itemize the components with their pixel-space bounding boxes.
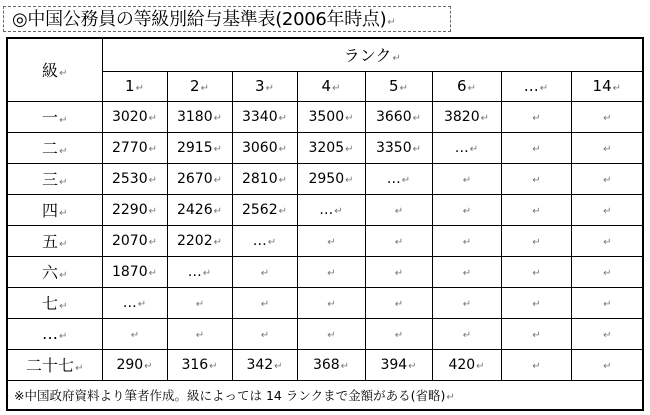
salary-cell: 2950↵ — [297, 163, 365, 194]
table-row — [7, 349, 643, 380]
document-title: ◎中国公務員の等級別給与基準表(2006年時点)↵ — [12, 9, 396, 30]
table-row — [7, 101, 643, 132]
table-row — [7, 163, 643, 194]
salary-cell: ↵ — [501, 287, 571, 318]
salary-cell: ↵ — [432, 194, 501, 225]
table-row — [7, 256, 643, 287]
salary-cell: ↵ — [501, 194, 571, 225]
salary-cell: ↵ — [571, 287, 643, 318]
salary-cell: 2070↵ — [102, 225, 167, 256]
salary-cell: 3500↵ — [297, 101, 365, 132]
salary-cell: …↵ — [167, 256, 232, 287]
salary-cell: …↵ — [232, 225, 297, 256]
salary-cell: ↵ — [571, 318, 643, 349]
salary-cell: 2670↵ — [167, 163, 232, 194]
salary-cell: ↵ — [432, 225, 501, 256]
salary-cell: 316↵ — [167, 349, 232, 380]
salary-cell: ↵ — [167, 287, 232, 318]
table-row — [7, 225, 643, 256]
salary-cell: 290↵ — [102, 349, 167, 380]
salary-cell: 1870↵ — [102, 256, 167, 287]
salary-cell: 368↵ — [297, 349, 365, 380]
level-cell: 二↵ — [7, 132, 102, 163]
level-cell: 二十七↵ — [7, 349, 102, 380]
level-cell: 七↵ — [7, 287, 102, 318]
level-cell: …↵ — [7, 318, 102, 349]
salary-cell: ↵ — [232, 318, 297, 349]
salary-cell: ↵ — [365, 287, 432, 318]
salary-cell: …↵ — [102, 287, 167, 318]
salary-cell: ↵ — [571, 101, 643, 132]
salary-cell: ↵ — [571, 225, 643, 256]
rank-header-cell: 2↵ — [167, 71, 232, 101]
salary-cell: ↵ — [571, 163, 643, 194]
rank-number-row — [7, 71, 643, 101]
salary-cell: 342↵ — [232, 349, 297, 380]
salary-table — [6, 37, 644, 411]
salary-cell: ↵ — [297, 256, 365, 287]
salary-cell: 420↵ — [432, 349, 501, 380]
salary-cell: 3180↵ — [167, 101, 232, 132]
rank-header-cell: 5↵ — [365, 71, 432, 101]
salary-cell: 2915↵ — [167, 132, 232, 163]
table-row — [7, 287, 643, 318]
salary-cell: 2202↵ — [167, 225, 232, 256]
salary-cell: 2290↵ — [102, 194, 167, 225]
salary-cell: 3820↵ — [432, 101, 501, 132]
salary-cell: ↵ — [501, 101, 571, 132]
table-row — [7, 318, 643, 349]
salary-cell: ↵ — [501, 163, 571, 194]
level-cell: 三↵ — [7, 163, 102, 194]
salary-cell: 3350↵ — [365, 132, 432, 163]
rank-header-cell: …↵ — [501, 71, 571, 101]
salary-cell: 2530↵ — [102, 163, 167, 194]
salary-cell: ↵ — [571, 349, 643, 380]
salary-cell: 2770↵ — [102, 132, 167, 163]
salary-cell: ↵ — [571, 132, 643, 163]
salary-cell: ↵ — [432, 163, 501, 194]
salary-cell: ↵ — [432, 287, 501, 318]
level-cell: 一↵ — [7, 101, 102, 132]
salary-cell: ↵ — [432, 256, 501, 287]
salary-cell: 3205↵ — [297, 132, 365, 163]
salary-cell: …↵ — [365, 163, 432, 194]
level-header: 級↵ — [7, 38, 102, 101]
rank-header-cell: 6↵ — [432, 71, 501, 101]
rank-header-cell: 3↵ — [232, 71, 297, 101]
rank-header-cell: 1↵ — [102, 71, 167, 101]
salary-cell: ↵ — [167, 318, 232, 349]
rank-header: ランク↵ — [102, 38, 643, 71]
salary-cell: 3660↵ — [365, 101, 432, 132]
salary-cell: 3340↵ — [232, 101, 297, 132]
salary-cell: ↵ — [102, 318, 167, 349]
salary-cell: 2426↵ — [167, 194, 232, 225]
table-body — [7, 101, 643, 380]
table-row — [7, 132, 643, 163]
salary-cell: ↵ — [432, 318, 501, 349]
salary-cell: 3060↵ — [232, 132, 297, 163]
salary-cell: ↵ — [297, 318, 365, 349]
salary-cell: ↵ — [571, 256, 643, 287]
salary-cell: ↵ — [571, 194, 643, 225]
level-cell: 五↵ — [7, 225, 102, 256]
title-box — [3, 6, 451, 32]
salary-cell: ↵ — [365, 225, 432, 256]
rank-header-cell: 4↵ — [297, 71, 365, 101]
salary-cell: ↵ — [501, 318, 571, 349]
salary-cell: ↵ — [501, 256, 571, 287]
salary-cell: ↵ — [365, 194, 432, 225]
salary-cell: 394↵ — [365, 349, 432, 380]
level-cell: 四↵ — [7, 194, 102, 225]
salary-cell: ↵ — [365, 318, 432, 349]
salary-cell: ↵ — [365, 256, 432, 287]
salary-cell: 3020↵ — [102, 101, 167, 132]
rank-header-cell: 14↵ — [571, 71, 643, 101]
salary-cell: ↵ — [501, 132, 571, 163]
salary-cell: ↵ — [297, 225, 365, 256]
salary-cell: ↵ — [501, 349, 571, 380]
salary-cell: …↵ — [297, 194, 365, 225]
salary-cell: ↵ — [232, 287, 297, 318]
salary-cell: ↵ — [297, 287, 365, 318]
salary-cell: …↵ — [432, 132, 501, 163]
salary-cell: 2562↵ — [232, 194, 297, 225]
salary-cell: ↵ — [501, 225, 571, 256]
salary-cell: 2810↵ — [232, 163, 297, 194]
table-row — [7, 194, 643, 225]
salary-cell: ↵ — [232, 256, 297, 287]
footnote: ※中国政府資料より筆者作成。級によっては 14 ランクまで金額がある(省略)↵ — [7, 380, 643, 410]
level-cell: 六↵ — [7, 256, 102, 287]
